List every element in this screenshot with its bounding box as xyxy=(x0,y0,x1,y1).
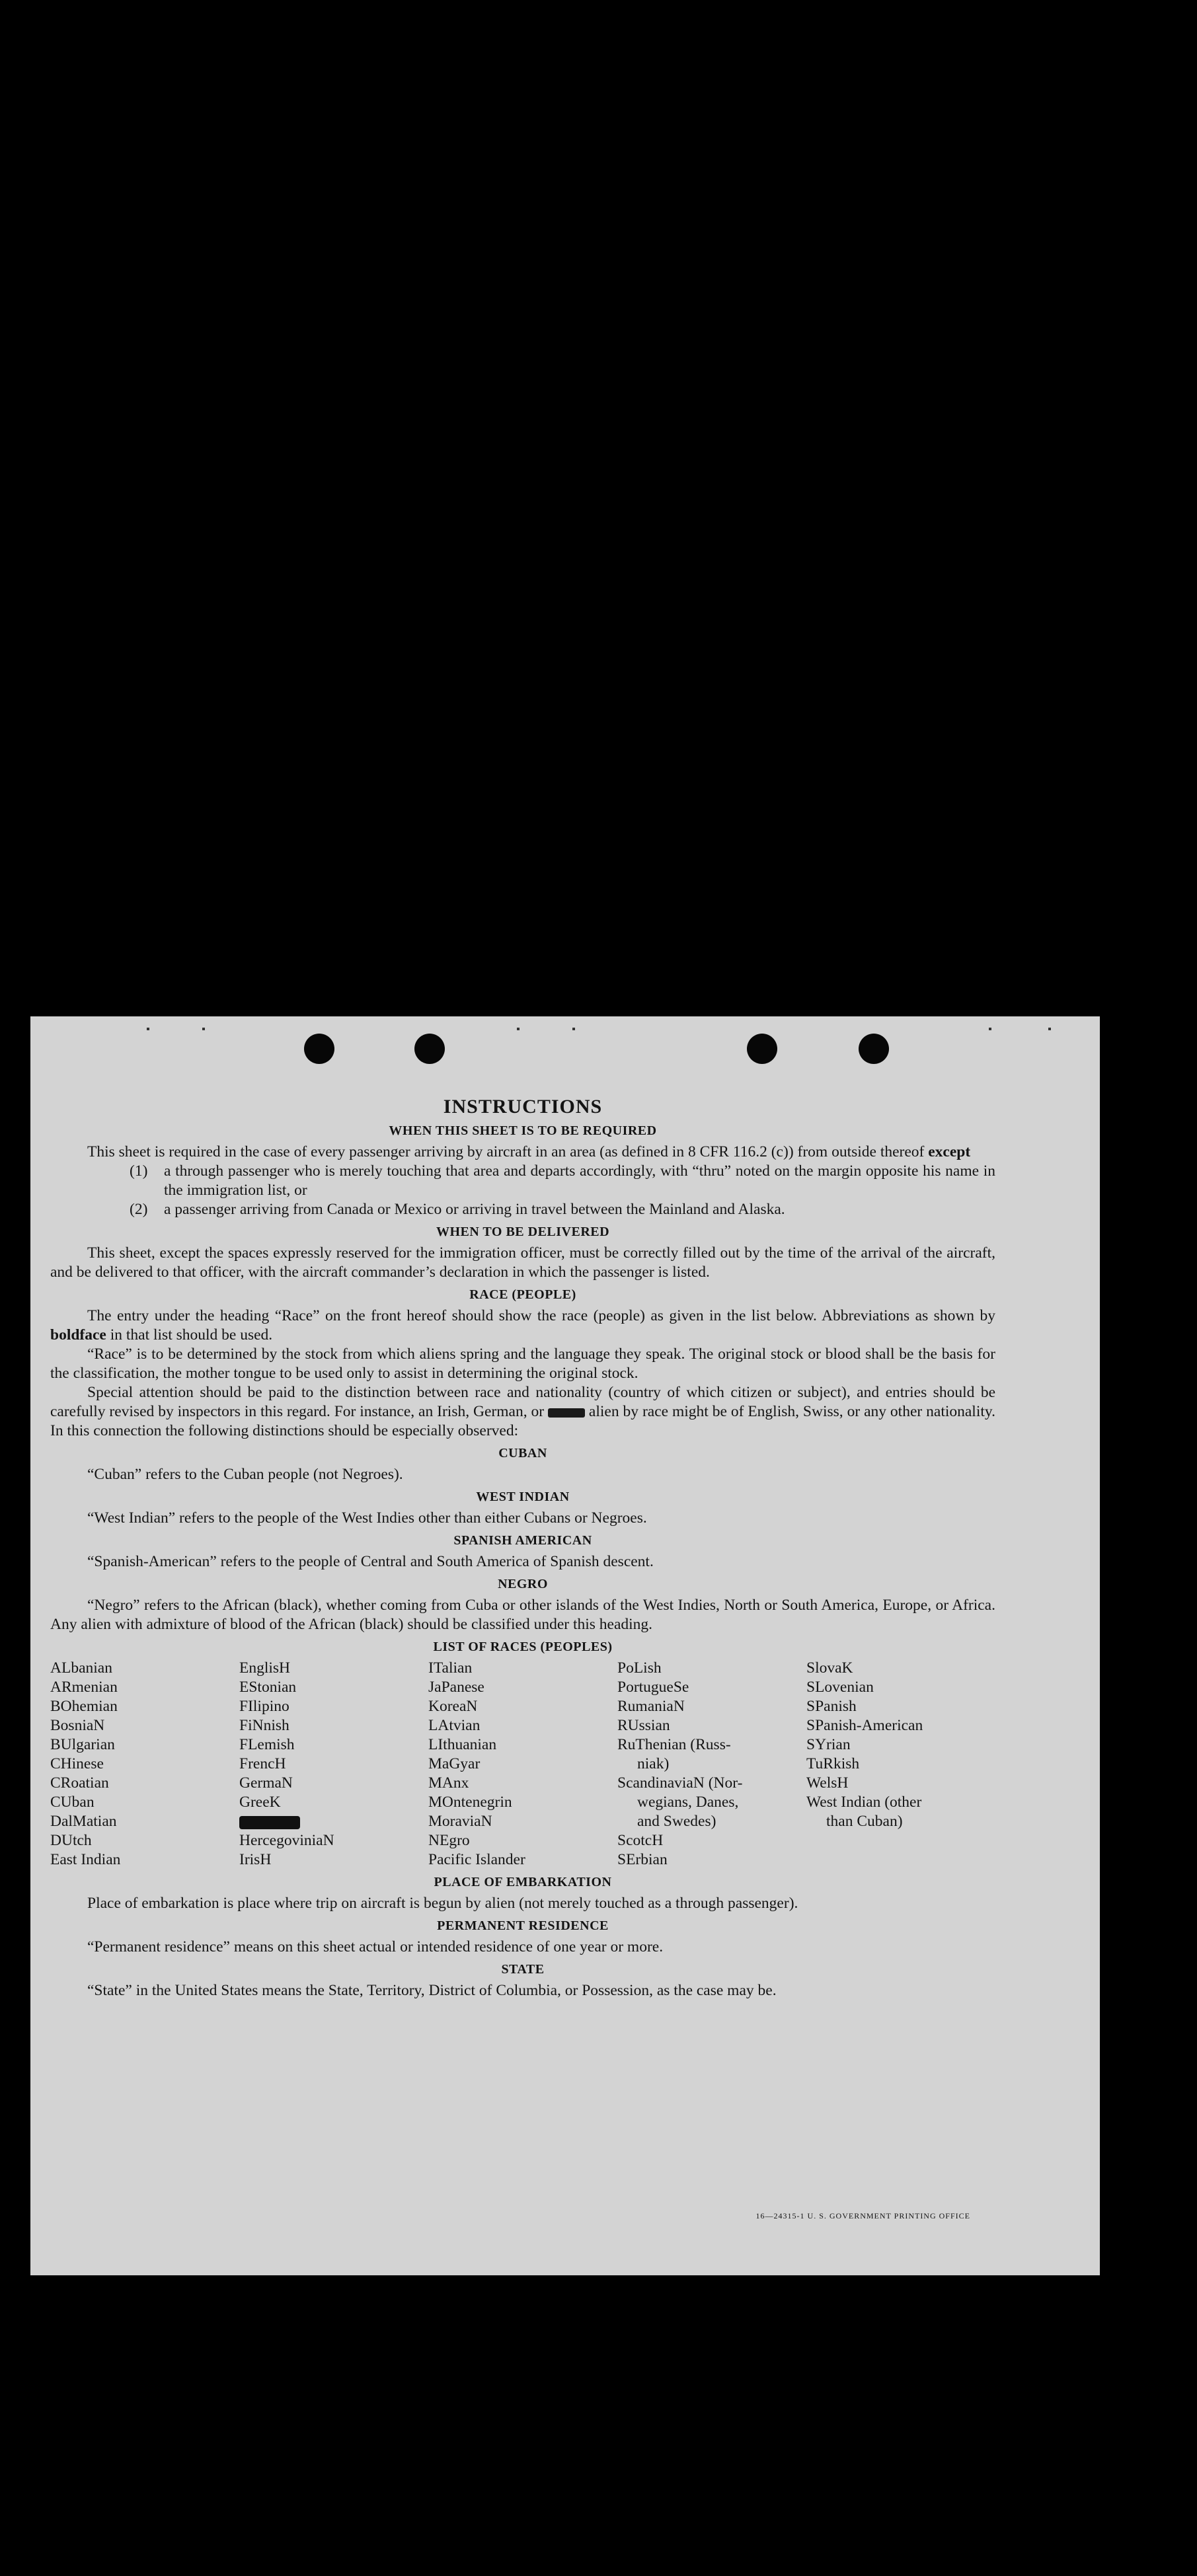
race-entry: FLemish xyxy=(239,1736,295,1753)
races-column xyxy=(239,1659,428,1870)
race-entry: CRoatian xyxy=(50,1774,109,1792)
race-entry: KoreaN xyxy=(428,1698,478,1715)
race-entry: TuRkish xyxy=(806,1755,860,1772)
printing-office-code: 16—24315-1 U. S. GOVERNMENT PRINTING OFFICE xyxy=(755,2211,970,2220)
west-indian-text: “West Indian” refers to the people of the West Indies other than either Cubans or Negroes. xyxy=(87,1509,647,1527)
race-entry: PoLish xyxy=(617,1659,662,1677)
race-entry: LIthuanian xyxy=(428,1736,497,1753)
section-heading-spanish-american: SPANISH AMERICAN xyxy=(453,1533,592,1548)
race-entry: RUssian xyxy=(617,1717,670,1734)
race-entry: MaGyar xyxy=(428,1755,481,1772)
race-entry: SErbian xyxy=(617,1851,668,1868)
race-entry: SlovaK xyxy=(806,1659,853,1677)
race-entry-continued: and Swedes) xyxy=(637,1813,716,1830)
race-entry: CHinese xyxy=(50,1755,104,1772)
race-entry: WelsH xyxy=(806,1774,849,1792)
negro-text: “Negro” refers to the African (black), whether coming from Cuba or other islands of the West Indies, North or South America, Europe, or Africa. Any alien with admixture of blood of the African (black) should be classified under this heading. xyxy=(50,1597,995,1633)
redaction-mark xyxy=(548,1408,585,1418)
race-entry: DalMatian xyxy=(50,1813,117,1830)
race-entry: ITalian xyxy=(428,1659,473,1677)
race-entry: RuThenian (Russ- xyxy=(617,1736,731,1753)
exception-item: (1) a through passenger who is merely touching that area and departs accordingly, with “thru” noted on the margin opposite his name in the immigration list, or xyxy=(130,1162,995,1199)
race-entry: BUlgarian xyxy=(50,1736,115,1753)
spanish-american-text: “Spanish-American” refers to the people of Central and South America of Spanish descent. xyxy=(87,1553,654,1570)
embarkation-text: Place of embarkation is place where trip on aircraft is begun by alien (not merely touched as a through passenger). xyxy=(87,1895,798,1912)
races-list xyxy=(50,1659,995,1870)
race-entry: MAnx xyxy=(428,1774,469,1792)
races-column xyxy=(617,1659,806,1870)
section-heading-races-list: LIST OF RACES (PEOPLES) xyxy=(433,1640,613,1654)
race-entry: LAtvian xyxy=(428,1717,481,1734)
races-column xyxy=(428,1659,617,1870)
punch-hole xyxy=(859,1034,889,1064)
race-entry: RumaniaN xyxy=(617,1698,685,1715)
punch-hole xyxy=(414,1034,445,1064)
race-entry: IrisH xyxy=(239,1851,272,1868)
speck xyxy=(147,1028,149,1030)
race-entry: MOntenegrin xyxy=(428,1794,512,1811)
race-entry: East Indian xyxy=(50,1851,121,1868)
instruction-sheet xyxy=(30,1016,1100,2275)
race-entry: CUban xyxy=(50,1794,95,1811)
race-entry: Pacific Islander xyxy=(428,1851,525,1868)
race-entry: FIlipino xyxy=(239,1698,290,1715)
race-entry: ARmenian xyxy=(50,1679,118,1696)
section-heading-state: STATE xyxy=(501,1962,545,1977)
redaction-mark xyxy=(239,1816,300,1829)
speck xyxy=(517,1028,520,1030)
race-entry: West Indian (other xyxy=(806,1794,922,1811)
race-entry: ScandinaviaN (Nor- xyxy=(617,1774,743,1792)
race-entry: SPanish xyxy=(806,1698,857,1715)
race-entry-redacted xyxy=(239,1812,428,1831)
section-heading-race: RACE (PEOPLE) xyxy=(469,1287,576,1302)
race-entry: MoraviaN xyxy=(428,1813,492,1830)
race-entry: GermaN xyxy=(239,1774,293,1792)
punch-hole xyxy=(304,1034,334,1064)
section-heading-negro: NEGRO xyxy=(498,1577,548,1591)
race-entry: EnglisH xyxy=(239,1659,291,1677)
race-entry: NEgro xyxy=(428,1832,470,1849)
race-entry: BosniaN xyxy=(50,1717,105,1734)
speck xyxy=(989,1028,991,1030)
races-column xyxy=(806,1659,995,1870)
race-entry: BOhemian xyxy=(50,1698,118,1715)
race-entry: HercegoviniaN xyxy=(239,1832,334,1849)
required-intro: This sheet is required in the case of every passenger arriving by aircraft in an area (as defined in 8 CFR 116.2 (c)) from outside thereof except xyxy=(87,1143,971,1160)
race-entry-continued: than Cuban) xyxy=(826,1813,903,1830)
race-entry: PortugueSe xyxy=(617,1679,689,1696)
race-entry-continued: wegians, Danes, xyxy=(637,1794,739,1811)
races-column xyxy=(50,1659,239,1870)
section-heading-cuban: CUBAN xyxy=(498,1446,547,1460)
speck xyxy=(202,1028,205,1030)
race-entry: ALbanian xyxy=(50,1659,112,1677)
race-entry: JaPanese xyxy=(428,1679,484,1696)
exception-item: (2) a passenger arriving from Canada or Mexico or arriving in travel between the Mainland and Alaska. xyxy=(130,1201,785,1218)
section-heading-delivered: WHEN TO BE DELIVERED xyxy=(436,1225,610,1239)
cuban-text: “Cuban” refers to the Cuban people (not Negroes). xyxy=(87,1466,403,1483)
race-entry: FiNnish xyxy=(239,1717,290,1734)
race-entry: GreeK xyxy=(239,1794,281,1811)
race-paragraph: “Race” is to be determined by the stock from which aliens spring and the language they speak. The original stock or blood shall be the basis for the classification, the mother tongue to be used only to assist in determining the original stock. xyxy=(50,1345,995,1382)
delivered-text: This sheet, except the spaces expressly reserved for the immigration officer, must be correctly filled out by the time of the arrival of the aircraft, and be delivered to that officer, with the aircraft commander’s declaration in which the passenger is listed. xyxy=(50,1244,995,1281)
section-heading-west-indian: WEST INDIAN xyxy=(476,1490,570,1504)
race-paragraph: Special attention should be paid to the distinction between race and nationality (country of which citizen or subject), and entries should be carefully revised by inspectors in this regard. For instance, an Irish, German, or alien by race might be of English, Swiss, or any other nationality. In this connection the following distinctions should be especially observed: xyxy=(50,1384,995,1439)
state-text: “State” in the United States means the State, Territory, District of Columbia, or Possession, as the case may be. xyxy=(87,1982,777,1999)
section-heading-residence: PERMANENT RESIDENCE xyxy=(437,1918,609,1933)
speck xyxy=(1048,1028,1051,1030)
race-entry: ScotcH xyxy=(617,1832,664,1849)
section-heading-embarkation: PLACE OF EMBARKATION xyxy=(434,1875,612,1889)
residence-text: “Permanent residence” means on this sheet actual or intended residence of one year or more. xyxy=(87,1938,664,1955)
punch-hole xyxy=(747,1034,777,1064)
race-entry: SYrian xyxy=(806,1736,851,1753)
page-title: INSTRUCTIONS xyxy=(443,1096,603,1118)
race-entry: SPanish-American xyxy=(806,1717,923,1734)
race-entry-continued: niak) xyxy=(637,1755,670,1772)
race-entry: EStonian xyxy=(239,1679,297,1696)
speck xyxy=(572,1028,575,1030)
section-heading-required: WHEN THIS SHEET IS TO BE REQUIRED xyxy=(389,1123,657,1138)
race-entry: FrencH xyxy=(239,1755,286,1772)
race-entry: DUtch xyxy=(50,1832,92,1849)
race-entry: SLovenian xyxy=(806,1679,874,1696)
race-paragraph: The entry under the heading “Race” on the front hereof should show the race (people) as given in the list below. Abbreviations as shown by boldface in that list should be used. xyxy=(50,1307,995,1344)
